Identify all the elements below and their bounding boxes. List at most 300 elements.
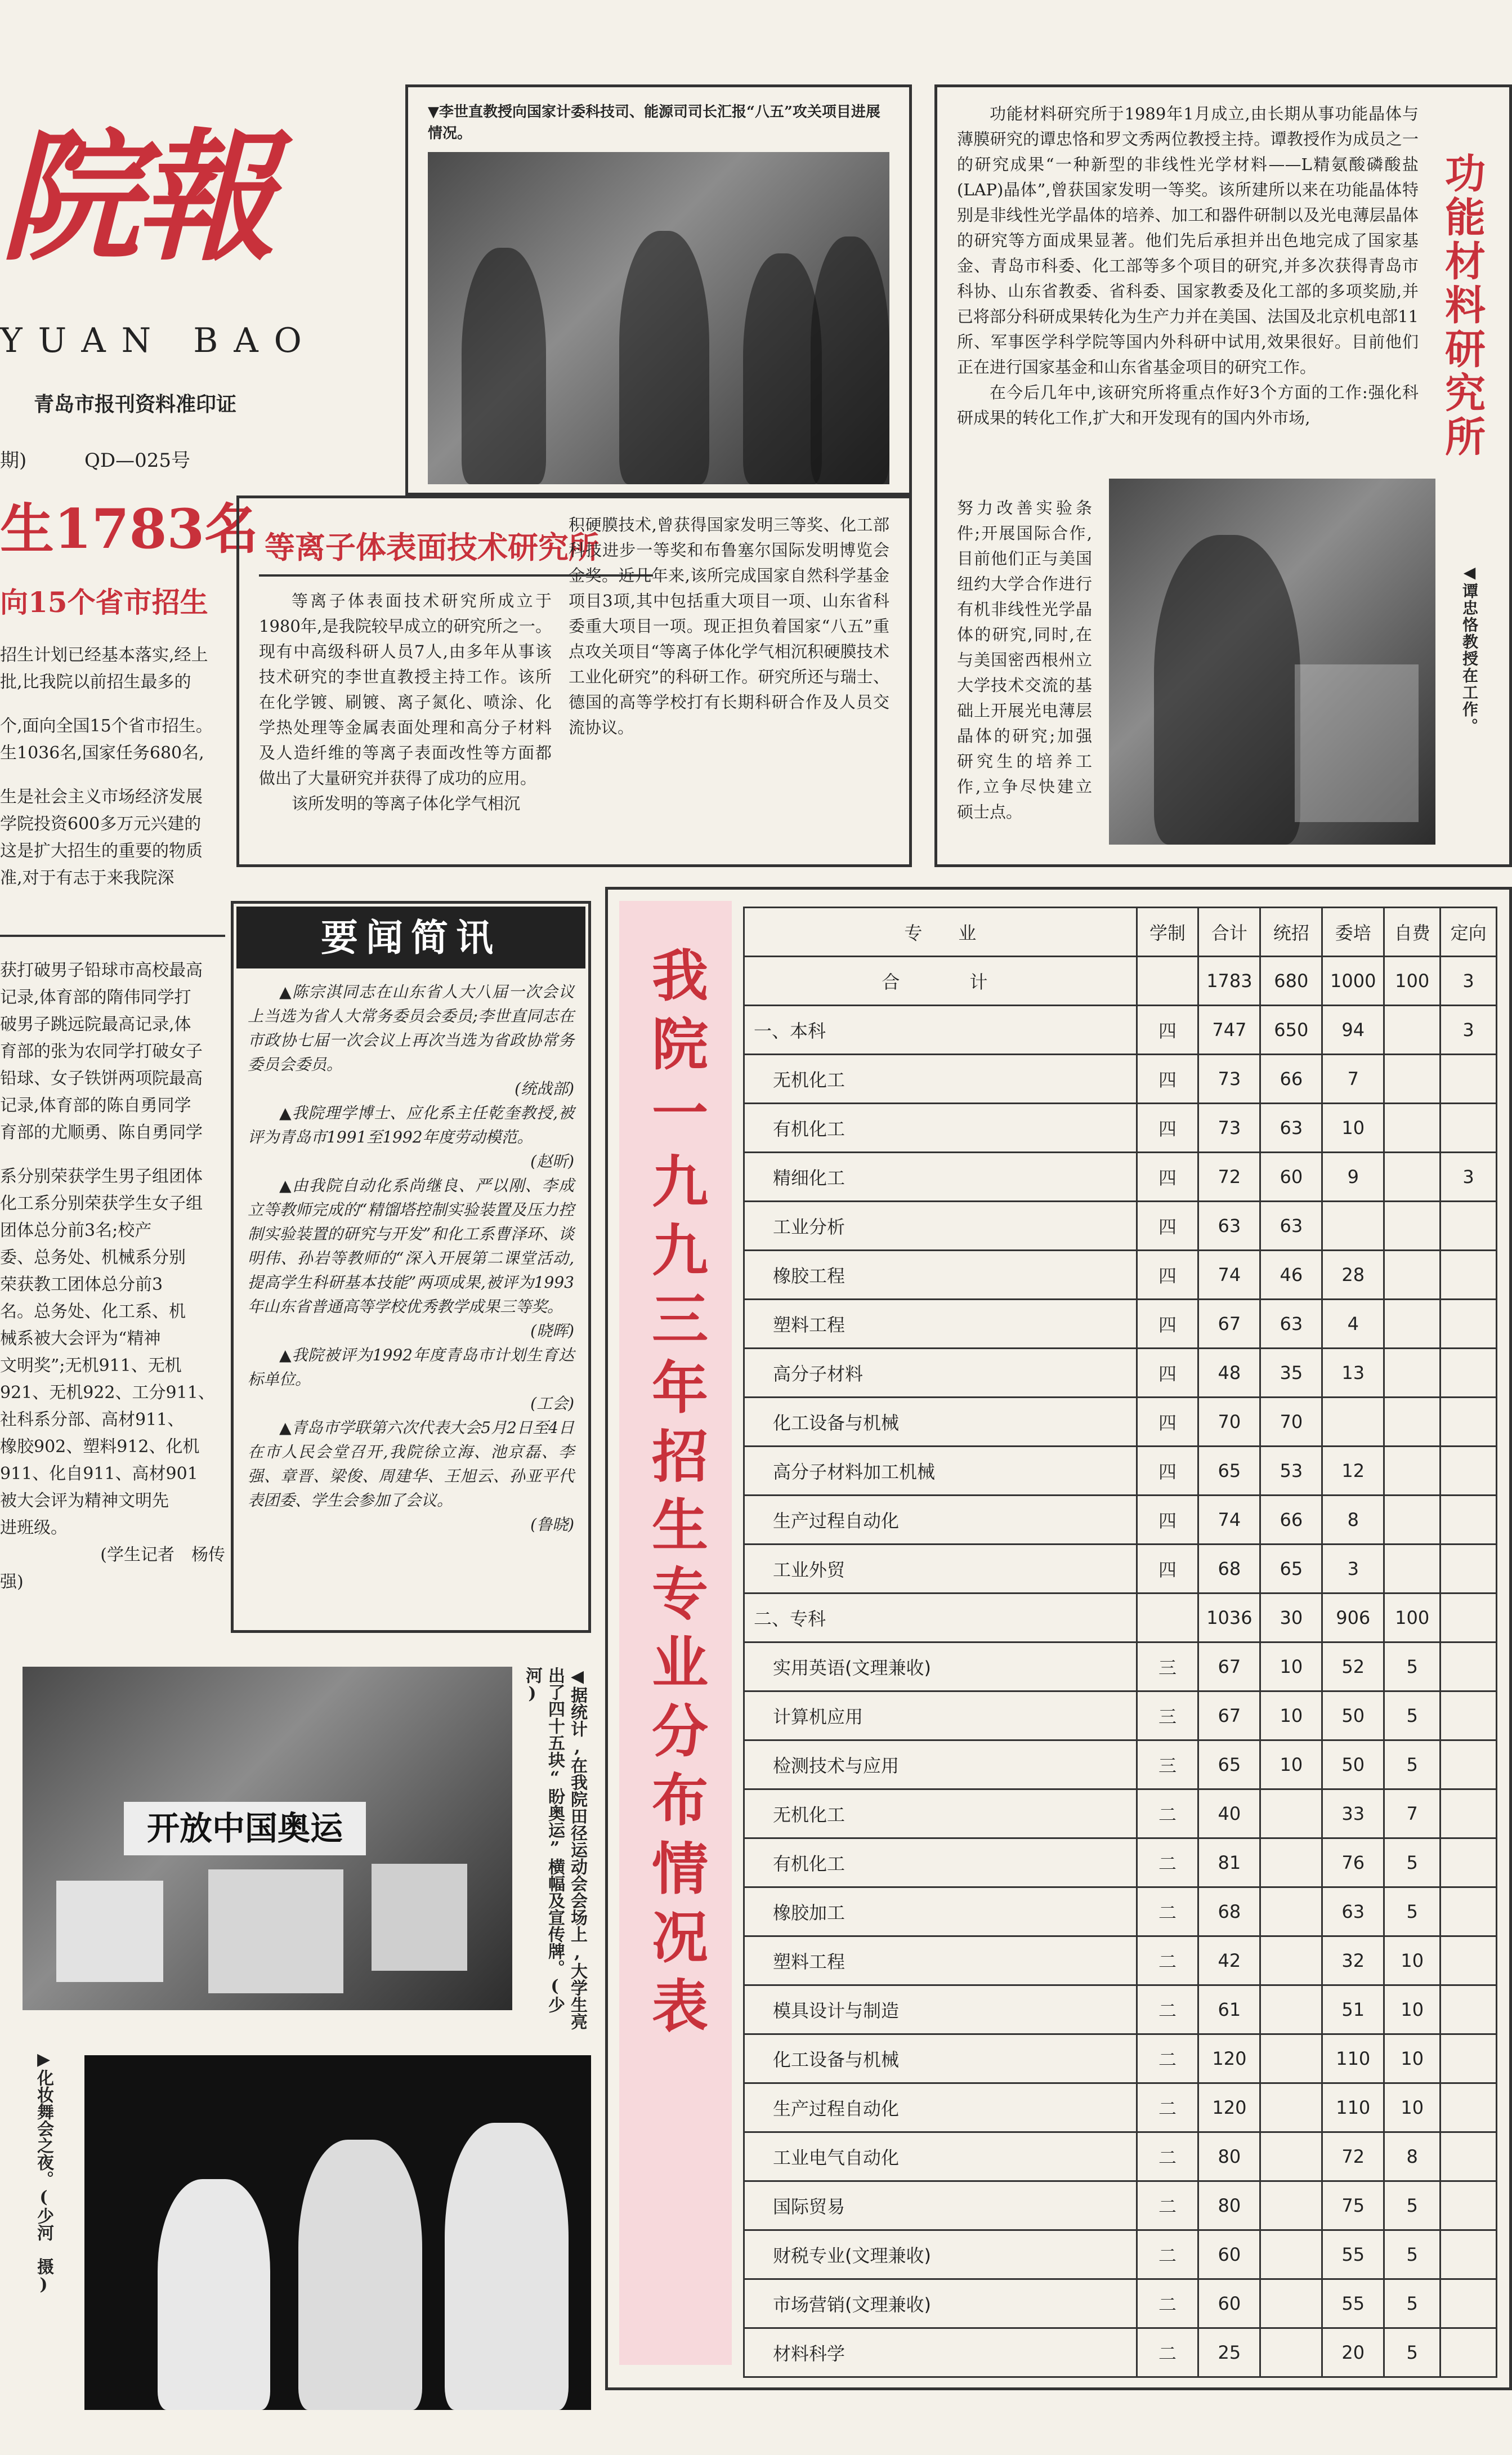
col-header-major: 专 业 bbox=[744, 908, 1137, 957]
total-cell: 60 bbox=[1198, 2279, 1260, 2328]
sports-line: 械系被大会评为“精神 bbox=[0, 1329, 161, 1349]
enrollment-title: 我院一九九三年招生专业分布情况表 bbox=[642, 946, 709, 2045]
major-name-cell: 合 计 bbox=[744, 957, 1137, 1006]
total-cell: 68 bbox=[1198, 1887, 1260, 1936]
table-row bbox=[744, 2279, 1497, 2328]
unified-cell bbox=[1260, 1887, 1322, 1936]
masthead-title: 院報 bbox=[0, 118, 270, 276]
years-cell: 二 bbox=[1137, 2181, 1198, 2230]
self-cell: 5 bbox=[1384, 2279, 1441, 2328]
brief-source: (鲁晓) bbox=[530, 1515, 574, 1534]
table-row bbox=[744, 1202, 1497, 1251]
total-cell: 63 bbox=[1198, 1202, 1260, 1251]
major-name-cell: 塑料工程 bbox=[744, 1936, 1137, 1985]
total-cell: 80 bbox=[1198, 2132, 1260, 2181]
unified-cell: 30 bbox=[1260, 1593, 1322, 1642]
years-cell: 四 bbox=[1137, 1104, 1198, 1153]
self-cell: 5 bbox=[1384, 1691, 1441, 1740]
commissioned-cell bbox=[1322, 1398, 1384, 1447]
sports-line: 记录,体育部的陈自勇同学 bbox=[0, 1096, 191, 1115]
total-cell: 747 bbox=[1198, 1006, 1260, 1055]
self-cell bbox=[1384, 1398, 1441, 1447]
brief-source: (工会) bbox=[530, 1394, 574, 1413]
total-cell: 61 bbox=[1198, 1985, 1260, 2034]
directed-cell bbox=[1441, 1398, 1497, 1447]
major-name-cell: 工业电气自动化 bbox=[744, 2132, 1137, 2181]
unified-cell: 65 bbox=[1260, 1545, 1322, 1593]
directed-cell bbox=[1441, 2132, 1497, 2181]
directed-cell bbox=[1441, 1349, 1497, 1398]
photo-figure bbox=[811, 236, 889, 484]
directed-cell bbox=[1441, 2230, 1497, 2279]
brief-item: ▲由我院自动化系尚继良、严以刚、李成立等教师完成的“精馏塔控制实验装置及压力控制实验装置的研究与开发”和化工系曹泽环、谈明伟、孙岩等教师的“深入开展第二课堂活动,提高学生科研基本技能”两项成果,被评为1993年山东省普通高等学校优秀教学成果三等奖。 bbox=[248, 1176, 574, 1316]
left-headline: 生1783名 bbox=[0, 497, 259, 561]
self-cell: 10 bbox=[1384, 2034, 1441, 2083]
commissioned-cell: 28 bbox=[1322, 1251, 1384, 1300]
major-name-cell: 一、本科 bbox=[744, 1006, 1137, 1055]
self-cell: 10 bbox=[1384, 1985, 1441, 2034]
self-cell: 5 bbox=[1384, 1642, 1441, 1691]
years-cell bbox=[1137, 1593, 1198, 1642]
years-cell: 四 bbox=[1137, 1251, 1198, 1300]
commissioned-cell: 55 bbox=[1322, 2230, 1384, 2279]
table-row bbox=[744, 1691, 1497, 1740]
commissioned-cell: 906 bbox=[1322, 1593, 1384, 1642]
photo-figure bbox=[1154, 535, 1300, 845]
total-cell: 60 bbox=[1198, 2230, 1260, 2279]
commissioned-cell: 13 bbox=[1322, 1349, 1384, 1398]
sports-line: 921、无机922、工分911、 bbox=[0, 1383, 215, 1403]
commissioned-cell: 50 bbox=[1322, 1740, 1384, 1789]
enrollment-table bbox=[743, 907, 1497, 2378]
sports-line: 文明奖”;无机911、无机 bbox=[0, 1356, 182, 1376]
table-row bbox=[744, 2034, 1497, 2083]
table-row bbox=[744, 1789, 1497, 1838]
sports-line: 系分别荣获学生男子组团体 bbox=[0, 1167, 203, 1186]
commissioned-cell: 52 bbox=[1322, 1642, 1384, 1691]
unified-cell: 63 bbox=[1260, 1202, 1322, 1251]
plasma-para-1: 等离子体表面技术研究所成立于1980年,是我院较早成立的研究所之一。现有中高级科研人员7人,由多年从事该技术研究的李世直教授主持工作。该所在化学镀、刷镀、离子氮化、喷涂、化学热处理等金属表面处理和高分子材料及人造纤维的等离子表面改性等方面都做出了大量研究并获得了成功的应用。 bbox=[259, 591, 552, 788]
total-cell: 48 bbox=[1198, 1349, 1260, 1398]
major-name-cell: 化工设备与机械 bbox=[744, 2034, 1137, 2083]
commissioned-cell: 3 bbox=[1322, 1545, 1384, 1593]
brief-source: (晓晖) bbox=[530, 1322, 574, 1340]
col-header-unified: 统招 bbox=[1260, 908, 1322, 957]
left-para-3 bbox=[0, 696, 225, 713]
major-name-cell: 高分子材料 bbox=[744, 1349, 1137, 1398]
col-header-directed: 定向 bbox=[1441, 908, 1497, 957]
total-cell: 1783 bbox=[1198, 957, 1260, 1006]
self-cell: 8 bbox=[1384, 2132, 1441, 2181]
left-para-4: 个,面向全国15个省市招生。 bbox=[0, 716, 213, 736]
commissioned-cell: 8 bbox=[1322, 1496, 1384, 1545]
photo-sign bbox=[56, 1881, 163, 1982]
photo-figure bbox=[462, 248, 546, 484]
directed-cell bbox=[1441, 1300, 1497, 1349]
commissioned-cell: 55 bbox=[1322, 2279, 1384, 2328]
self-cell bbox=[1384, 1349, 1441, 1398]
unified-cell bbox=[1260, 2230, 1322, 2279]
commissioned-cell: 72 bbox=[1322, 2132, 1384, 2181]
total-cell: 74 bbox=[1198, 1496, 1260, 1545]
unified-cell: 10 bbox=[1260, 1740, 1322, 1789]
commissioned-cell: 51 bbox=[1322, 1985, 1384, 2034]
sports-line bbox=[0, 1146, 225, 1163]
functional-photo-caption: ◀谭忠恪教授在工作。 bbox=[1460, 563, 1479, 735]
years-cell: 四 bbox=[1137, 1349, 1198, 1398]
brief-item: ▲陈宗淇同志在山东省人大八届一次会议上当选为省人大常务委员会委员;李世直同志在市政协七届一次会议上再次当选为省政协常务委员会委员。 bbox=[248, 983, 574, 1074]
table-header-row bbox=[744, 908, 1497, 957]
self-cell bbox=[1384, 1447, 1441, 1496]
col-header-years: 学制 bbox=[1137, 908, 1198, 957]
directed-cell bbox=[1441, 1545, 1497, 1593]
directed-cell bbox=[1441, 1691, 1497, 1740]
functional-text-1 bbox=[957, 101, 1419, 431]
commissioned-cell: 33 bbox=[1322, 1789, 1384, 1838]
plasma-title: 等离子体表面技术研究所 bbox=[265, 529, 599, 565]
major-name-cell: 二、专科 bbox=[744, 1593, 1137, 1642]
self-cell: 5 bbox=[1384, 2230, 1441, 2279]
total-cell: 65 bbox=[1198, 1740, 1260, 1789]
sports-line: 委、总务处、机械系分别 bbox=[0, 1248, 186, 1267]
major-name-cell: 化工设备与机械 bbox=[744, 1398, 1137, 1447]
total-cell: 25 bbox=[1198, 2328, 1260, 2377]
total-cell: 80 bbox=[1198, 2181, 1260, 2230]
total-cell: 74 bbox=[1198, 1251, 1260, 1300]
self-cell bbox=[1384, 1202, 1441, 1251]
table-row bbox=[744, 1985, 1497, 2034]
functional-text-2 bbox=[957, 496, 1092, 825]
plasma-para-2: 该所发明的等离子体化学气相沉 bbox=[292, 794, 521, 813]
major-name-cell: 有机化工 bbox=[744, 1104, 1137, 1153]
major-name-cell: 国际贸易 bbox=[744, 2181, 1137, 2230]
photo-figure bbox=[298, 2140, 422, 2410]
unified-cell: 60 bbox=[1260, 1153, 1322, 1202]
table-row bbox=[744, 957, 1497, 1006]
unified-cell bbox=[1260, 2328, 1322, 2377]
top-photo bbox=[428, 152, 889, 484]
left-para-10: 准,对于有志于来我院深 bbox=[0, 868, 175, 888]
sports-line: 育部的张为农同学打破女子 bbox=[0, 1042, 203, 1061]
sports-line: 团体总分前3名;校产 bbox=[0, 1221, 152, 1240]
sports-line: 被大会评为精神文明先 bbox=[0, 1491, 169, 1511]
table-row bbox=[744, 1251, 1497, 1300]
sports-line: 记录,体育部的隋伟同学打 bbox=[0, 988, 191, 1007]
directed-cell bbox=[1441, 1104, 1497, 1153]
years-cell: 二 bbox=[1137, 2132, 1198, 2181]
unified-cell: 63 bbox=[1260, 1300, 1322, 1349]
years-cell: 二 bbox=[1137, 2034, 1198, 2083]
major-name-cell: 有机化工 bbox=[744, 1838, 1137, 1887]
directed-cell bbox=[1441, 2279, 1497, 2328]
photo-figure bbox=[743, 253, 822, 484]
briefs-list bbox=[248, 980, 574, 1537]
self-cell: 10 bbox=[1384, 1936, 1441, 1985]
commissioned-cell: 32 bbox=[1322, 1936, 1384, 1985]
unified-cell: 650 bbox=[1260, 1006, 1322, 1055]
years-cell: 二 bbox=[1137, 2328, 1198, 2377]
plasma-column-2 bbox=[569, 512, 889, 740]
total-cell: 72 bbox=[1198, 1153, 1260, 1202]
commissioned-cell: 110 bbox=[1322, 2083, 1384, 2132]
years-cell: 二 bbox=[1137, 2083, 1198, 2132]
years-cell: 三 bbox=[1137, 1740, 1198, 1789]
table-row bbox=[744, 1447, 1497, 1496]
top-photo-caption: ▼李世直教授向国家计委科技司、能源司司长汇报“八五”攻关项目进展情况。 bbox=[428, 104, 880, 142]
brief-source: (统战部) bbox=[515, 1079, 574, 1098]
unified-cell: 70 bbox=[1260, 1398, 1322, 1447]
major-name-cell: 财税专业(文理兼收) bbox=[744, 2230, 1137, 2279]
col-header-total: 合计 bbox=[1198, 908, 1260, 957]
directed-cell: 3 bbox=[1441, 1006, 1497, 1055]
commissioned-cell: 50 bbox=[1322, 1691, 1384, 1740]
directed-cell bbox=[1441, 1887, 1497, 1936]
self-cell: 5 bbox=[1384, 2328, 1441, 2377]
sports-line: 铅球、女子铁饼两项院最高 bbox=[0, 1069, 203, 1088]
years-cell: 四 bbox=[1137, 1153, 1198, 1202]
total-cell: 65 bbox=[1198, 1447, 1260, 1496]
masthead-permit: 青岛市报刊资料准印证 bbox=[34, 392, 237, 416]
total-cell: 70 bbox=[1198, 1398, 1260, 1447]
years-cell: 三 bbox=[1137, 1642, 1198, 1691]
major-name-cell: 市场营销(文理兼收) bbox=[744, 2279, 1137, 2328]
directed-cell bbox=[1441, 1202, 1497, 1251]
commissioned-cell: 110 bbox=[1322, 2034, 1384, 2083]
sports-line: 获打破男子铅球市高校最高 bbox=[0, 961, 203, 980]
major-name-cell: 橡胶工程 bbox=[744, 1251, 1137, 1300]
left-para-9: 这是扩大招生的重要的物质 bbox=[0, 841, 203, 861]
table-row bbox=[744, 1153, 1497, 1202]
self-cell bbox=[1384, 1055, 1441, 1104]
years-cell: 二 bbox=[1137, 1887, 1198, 1936]
self-cell: 5 bbox=[1384, 1887, 1441, 1936]
self-cell bbox=[1384, 1153, 1441, 1202]
col-header-commissioned: 委培 bbox=[1322, 908, 1384, 957]
unified-cell: 63 bbox=[1260, 1104, 1322, 1153]
directed-cell bbox=[1441, 1593, 1497, 1642]
years-cell: 四 bbox=[1137, 1055, 1198, 1104]
commissioned-cell: 7 bbox=[1322, 1055, 1384, 1104]
table-row bbox=[744, 1349, 1497, 1398]
directed-cell bbox=[1441, 1936, 1497, 1985]
directed-cell bbox=[1441, 2328, 1497, 2377]
unified-cell bbox=[1260, 1838, 1322, 1887]
years-cell: 四 bbox=[1137, 1447, 1198, 1496]
commissioned-cell: 12 bbox=[1322, 1447, 1384, 1496]
table-row bbox=[744, 1398, 1497, 1447]
left-para-7: 生是社会主义市场经济发展 bbox=[0, 787, 203, 807]
left-para-2: 批,比我院以前招生最多的 bbox=[0, 672, 191, 692]
table-row bbox=[744, 2083, 1497, 2132]
masthead-issue: 期) bbox=[0, 449, 27, 472]
total-cell: 67 bbox=[1198, 1642, 1260, 1691]
years-cell: 四 bbox=[1137, 1545, 1198, 1593]
major-name-cell: 橡胶加工 bbox=[744, 1887, 1137, 1936]
table-row bbox=[744, 1887, 1497, 1936]
years-cell: 四 bbox=[1137, 1202, 1198, 1251]
sports-line: 进班级。 bbox=[0, 1518, 68, 1538]
plasma-para-3: 积硬膜技术,曾获得国家发明三等奖、化工部科技进步一等奖和布鲁塞尔国际发明博览会金奖。近几年来,该所完成国家自然科学基金项目3项,其中包括重大项目一项、山东省科委重大项目一项。现正担负着国家“八五”重点攻关项目“等离子体化学气相沉积硬膜技术工业化研究”的科研工作。研究所还与瑞士、德国的高等学校打有长期科研合作及人员交流协议。 bbox=[569, 515, 889, 737]
years-cell: 四 bbox=[1137, 1006, 1198, 1055]
brief-item: ▲我院理学博士、应化系主任乾奎教授,被评为青岛市1991至1992年度劳动模范。 bbox=[248, 1104, 574, 1146]
masthead-romanization: YUAN BAO bbox=[0, 321, 317, 360]
unified-cell bbox=[1260, 1936, 1322, 1985]
sports-line: 破男子跳远院最高记录,体 bbox=[0, 1015, 191, 1034]
sports-photo bbox=[23, 1667, 512, 2010]
masthead-permit-number: QD—025号 bbox=[84, 449, 191, 472]
years-cell: 二 bbox=[1137, 1789, 1198, 1838]
sports-byline-2: 强) bbox=[0, 1572, 24, 1592]
self-cell bbox=[1384, 1251, 1441, 1300]
total-cell: 42 bbox=[1198, 1936, 1260, 1985]
major-name-cell: 材料科学 bbox=[744, 2328, 1137, 2377]
directed-cell bbox=[1441, 1642, 1497, 1691]
total-cell: 40 bbox=[1198, 1789, 1260, 1838]
commissioned-cell: 1000 bbox=[1322, 957, 1384, 1006]
plasma-column-1 bbox=[259, 588, 552, 816]
brief-item: ▲我院被评为1992年度青岛市计划生育达标单位。 bbox=[248, 1346, 574, 1389]
self-cell: 10 bbox=[1384, 2083, 1441, 2132]
major-name-cell: 工业分析 bbox=[744, 1202, 1137, 1251]
directed-cell bbox=[1441, 1447, 1497, 1496]
self-cell: 5 bbox=[1384, 1838, 1441, 1887]
total-cell: 81 bbox=[1198, 1838, 1260, 1887]
directed-cell bbox=[1441, 1496, 1497, 1545]
major-name-cell: 生产过程自动化 bbox=[744, 1496, 1137, 1545]
photo-sign bbox=[208, 1869, 343, 1993]
total-cell: 120 bbox=[1198, 2083, 1260, 2132]
directed-cell bbox=[1441, 2034, 1497, 2083]
photo-figure bbox=[445, 2123, 569, 2410]
sports-line: 化工系分别荣获学生女子组 bbox=[0, 1194, 203, 1213]
sports-article bbox=[0, 957, 225, 1596]
total-cell: 1036 bbox=[1198, 1593, 1260, 1642]
unified-cell bbox=[1260, 2181, 1322, 2230]
major-name-cell: 计算机应用 bbox=[744, 1691, 1137, 1740]
table-row bbox=[744, 1936, 1497, 1985]
unified-cell bbox=[1260, 2279, 1322, 2328]
left-subhead: 向15个省市招生 bbox=[0, 586, 208, 619]
years-cell: 二 bbox=[1137, 1936, 1198, 1985]
directed-cell: 3 bbox=[1441, 1153, 1497, 1202]
table-row bbox=[744, 1104, 1497, 1153]
sports-line: 橡胶902、塑料912、化机 bbox=[0, 1437, 200, 1457]
directed-cell bbox=[1441, 1985, 1497, 2034]
table-row bbox=[744, 1006, 1497, 1055]
left-article-body bbox=[0, 642, 225, 892]
self-cell: 5 bbox=[1384, 1740, 1441, 1789]
self-cell bbox=[1384, 1006, 1441, 1055]
years-cell: 二 bbox=[1137, 2279, 1198, 2328]
commissioned-cell: 94 bbox=[1322, 1006, 1384, 1055]
total-cell: 73 bbox=[1198, 1104, 1260, 1153]
years-cell: 四 bbox=[1137, 1496, 1198, 1545]
sports-byline: (学生记者 杨传 bbox=[100, 1545, 225, 1565]
unified-cell bbox=[1260, 2034, 1322, 2083]
directed-cell bbox=[1441, 1055, 1497, 1104]
self-cell: 7 bbox=[1384, 1789, 1441, 1838]
table-row bbox=[744, 1300, 1497, 1349]
table-row bbox=[744, 1642, 1497, 1691]
left-para-1: 招生计划已经基本落实,经上 bbox=[0, 645, 208, 665]
years-cell bbox=[1137, 957, 1198, 1006]
unified-cell: 66 bbox=[1260, 1055, 1322, 1104]
functional-photo bbox=[1109, 479, 1435, 845]
major-name-cell: 高分子材料加工机械 bbox=[744, 1447, 1137, 1496]
table-row bbox=[744, 2328, 1497, 2377]
major-name-cell: 模具设计与制造 bbox=[744, 1985, 1137, 2034]
dance-photo-caption: ▶化妆舞会之夜。(少河 摄) bbox=[34, 2050, 53, 2295]
directed-cell bbox=[1441, 1251, 1497, 1300]
left-para-8: 学院投资600多万元兴建的 bbox=[0, 814, 202, 834]
total-cell: 73 bbox=[1198, 1055, 1260, 1104]
major-name-cell: 实用英语(文理兼收) bbox=[744, 1642, 1137, 1691]
functional-para-2: 在今后几年中,该研究所将重点作好3个方面的工作:强化科研成果的转化工作,扩大和开发现有的国内外市场, bbox=[957, 383, 1419, 427]
directed-cell bbox=[1441, 2083, 1497, 2132]
photo-sign bbox=[372, 1864, 467, 1971]
self-cell: 100 bbox=[1384, 1593, 1441, 1642]
left-para-5: 生1036名,国家任务680名, bbox=[0, 743, 204, 763]
table-row bbox=[744, 2181, 1497, 2230]
self-cell bbox=[1384, 1104, 1441, 1153]
commissioned-cell: 63 bbox=[1322, 1887, 1384, 1936]
years-cell: 三 bbox=[1137, 1691, 1198, 1740]
unified-cell: 10 bbox=[1260, 1642, 1322, 1691]
brief-source: (赵昕) bbox=[530, 1152, 574, 1171]
major-name-cell: 精细化工 bbox=[744, 1153, 1137, 1202]
sports-line: 社科系分部、高材911、 bbox=[0, 1410, 185, 1430]
photo-equipment bbox=[1295, 664, 1419, 822]
unified-cell bbox=[1260, 2132, 1322, 2181]
commissioned-cell bbox=[1322, 1202, 1384, 1251]
dance-photo bbox=[84, 2055, 591, 2410]
major-name-cell: 无机化工 bbox=[744, 1789, 1137, 1838]
directed-cell bbox=[1441, 1740, 1497, 1789]
sports-line: 名。总务处、化工系、机 bbox=[0, 1302, 186, 1322]
self-cell bbox=[1384, 1496, 1441, 1545]
commissioned-cell: 10 bbox=[1322, 1104, 1384, 1153]
photo-figure bbox=[158, 2179, 270, 2410]
unified-cell: 46 bbox=[1260, 1251, 1322, 1300]
unified-cell: 53 bbox=[1260, 1447, 1322, 1496]
sports-photo-caption: ◀据统计,在我院田径运动会会场上,大学生亮出了四十五块“盼奥运”横幅及宣传牌。(少河) bbox=[522, 1667, 587, 2030]
years-cell: 四 bbox=[1137, 1300, 1198, 1349]
years-cell: 四 bbox=[1137, 1398, 1198, 1447]
total-cell: 67 bbox=[1198, 1691, 1260, 1740]
unified-cell bbox=[1260, 2083, 1322, 2132]
table-row bbox=[744, 1496, 1497, 1545]
unified-cell: 10 bbox=[1260, 1691, 1322, 1740]
sports-line: 911、化自911、高材901 bbox=[0, 1464, 198, 1484]
table-row bbox=[744, 2230, 1497, 2279]
years-cell: 二 bbox=[1137, 1985, 1198, 2034]
functional-para-3: 努力改善实验条件;开展国际合作,目前他们正与美国纽约大学合作进行有机非线性光学晶体的研究,同时,在与美国密西根州立大学技术交流的基础上开展光电薄层晶体的研究;加强研究生的培养工作,立争尽快建立硕士点。 bbox=[957, 498, 1092, 822]
directed-cell bbox=[1441, 1838, 1497, 1887]
table-row bbox=[744, 1838, 1497, 1887]
sports-line: 荣获教工团体总分前3 bbox=[0, 1275, 163, 1295]
functional-title: 功能材料研究所 bbox=[1438, 152, 1486, 459]
commissioned-cell: 76 bbox=[1322, 1838, 1384, 1887]
major-name-cell: 塑料工程 bbox=[744, 1300, 1137, 1349]
years-cell: 二 bbox=[1137, 2230, 1198, 2279]
total-cell: 67 bbox=[1198, 1300, 1260, 1349]
col-header-self-funded: 自费 bbox=[1384, 908, 1441, 957]
divider bbox=[0, 935, 225, 937]
photo-banner: 开放中国奥运 bbox=[124, 1802, 366, 1855]
table-row bbox=[744, 2132, 1497, 2181]
directed-cell: 3 bbox=[1441, 957, 1497, 1006]
total-cell: 120 bbox=[1198, 2034, 1260, 2083]
